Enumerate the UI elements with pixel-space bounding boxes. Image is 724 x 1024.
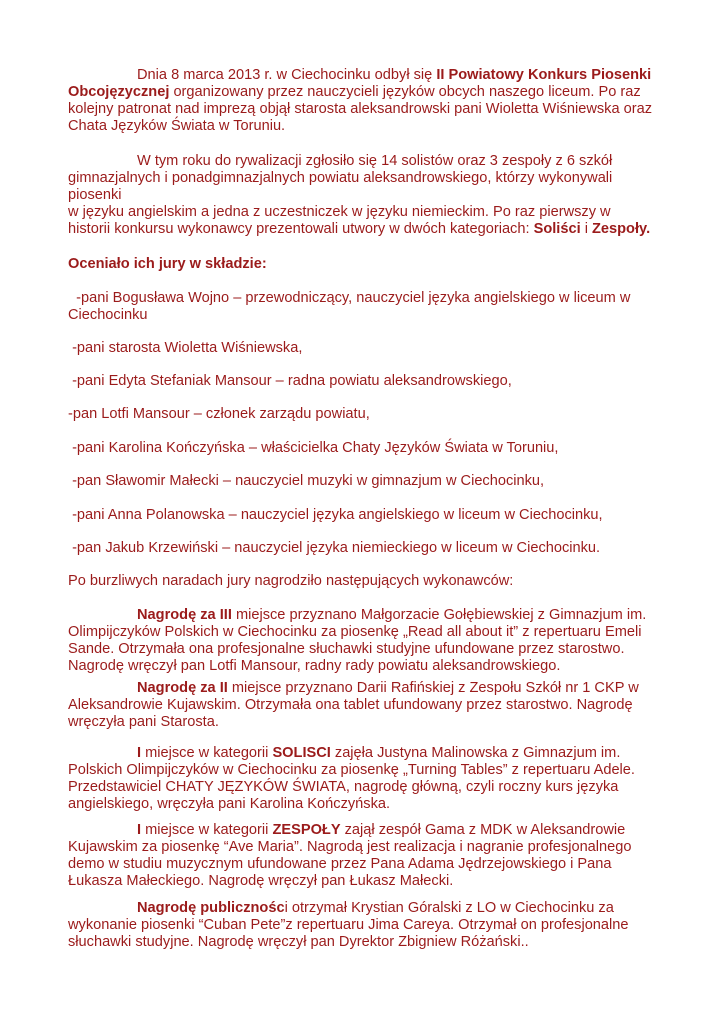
- jury-member: -pan Jakub Krzewiński – nauczyciel języka niemieckiego w liceum w Ciechocinku.: [68, 540, 601, 556]
- jury-member: -pani starosta Wioletta Wiśniewska,: [68, 340, 303, 356]
- award-audience: Nagrodę publiczności otrzymał Krystian Góralski z LO w Ciechocinku za wykonanie piosenki “Cuban Pete”z repertuaru Jima Careya. Otrzymał on profesjonalne słuchawki studyjne. Nagrodę wręczył pan Dyrektor Zbigniew Różański..: [68, 900, 629, 950]
- award-second-place: Nagrodę za II miejsce przyznano Darii Rafińskiej z Zespołu Szkół nr 1 CKP w Aleksandrowie Kujawskim. Otrzymała ona tablet ufundowany przez starostwo. Nagrodę wręczyła pani Starosta.: [68, 680, 639, 730]
- awards-intro: Po burzliwych naradach jury nagrodziło następujących wykonawców:: [68, 573, 514, 589]
- intro-paragraph: Dnia 8 marca 2013 r. w Ciechocinku odbył się II Powiatowy Konkurs Piosenki Obcojęzycznej organizowany przez nauczycieli języków obcych naszego liceum. Po raz kolejny patronat nad imprezą objął starosta aleksandrowski pani Wioletta Wiśniewska oraz Chata Języków Świata w Toruniu.: [68, 67, 653, 134]
- jury-member: -pani Edyta Stefaniak Mansour – radna powiatu aleksandrowskiego,: [68, 373, 512, 389]
- jury-member: -pani Bogusława Wojno – przewodniczący, nauczyciel języka angielskiego w liceum w Ciechocinku: [68, 290, 635, 323]
- participants-paragraph: W tym roku do rywalizacji zgłosiło się 14 solistów oraz 3 zespoły z 6 szkół gimnazjalnych i ponadgimnazjalnych powiatu aleksandrowskiego, którzy wykonywali piosenki w języku angielskim a jedna z uczestniczek w języku niemieckim. Po raz pierwszy w historii konkursu wykonawcy prezentowali utwory w dwóch kategoriach: Soliści i Zespoły.: [68, 153, 651, 237]
- jury-member: -pani Anna Polanowska – nauczyciel języka angielskiego w liceum w Ciechocinku,: [68, 507, 603, 523]
- award-bands: I miejsce w kategorii ZESPOŁY zajął zespół Gama z MDK w Aleksandrowie Kujawskim za piosenkę “Ave Maria”. Nagrodą jest realizacja i nagranie profesjonalnego demo w studiu muzycznym ufundowane przez Pana Adama Jędrzejowskiego i Pana Łukasza Małeckiego. Nagrodę wręczył pan Łukasz Małecki.: [68, 822, 632, 889]
- jury-heading: Oceniało ich jury w składzie:: [68, 256, 267, 272]
- award-third-place: Nagrodę za III miejsce przyznano Małgorzacie Gołębiewskiej z Gimnazjum im. Olimpijczyków Polskich w Ciechocinku za piosenkę „Read all about it” z repertuaru Emeli Sande. Otrzymała ona profesjonalne słuchawki studyjne ufundowane przez starostwo. Nagrodę wręczył pan Lotfi Mansour, radny rady powiatu aleksandrowskiego.: [68, 607, 647, 674]
- jury-member: -pan Sławomir Małecki – nauczyciel muzyki w gimnazjum w Ciechocinku,: [68, 473, 545, 489]
- contest-name: II Powiatowy Konkurs Piosenki Obcojęzycznej: [68, 67, 652, 100]
- award-soloists: I miejsce w kategorii SOLISCI zajęła Justyna Malinowska z Gimnazjum im. Polskich Olimpijczyków w Ciechocinku za piosenkę „Turning Tables” z repertuaru Adele. Przedstawiciel CHATY JĘZYKÓW ŚWIATA, nagrodę główną, czyli roczny kurs języka angielskiego, wręczyła pani Karolina Kończyńska.: [68, 745, 635, 812]
- jury-member: -pani Karolina Kończyńska – właścicielka Chaty Języków Świata w Toruniu,: [68, 440, 559, 456]
- jury-member: -pan Lotfi Mansour – członek zarządu powiatu,: [68, 406, 370, 422]
